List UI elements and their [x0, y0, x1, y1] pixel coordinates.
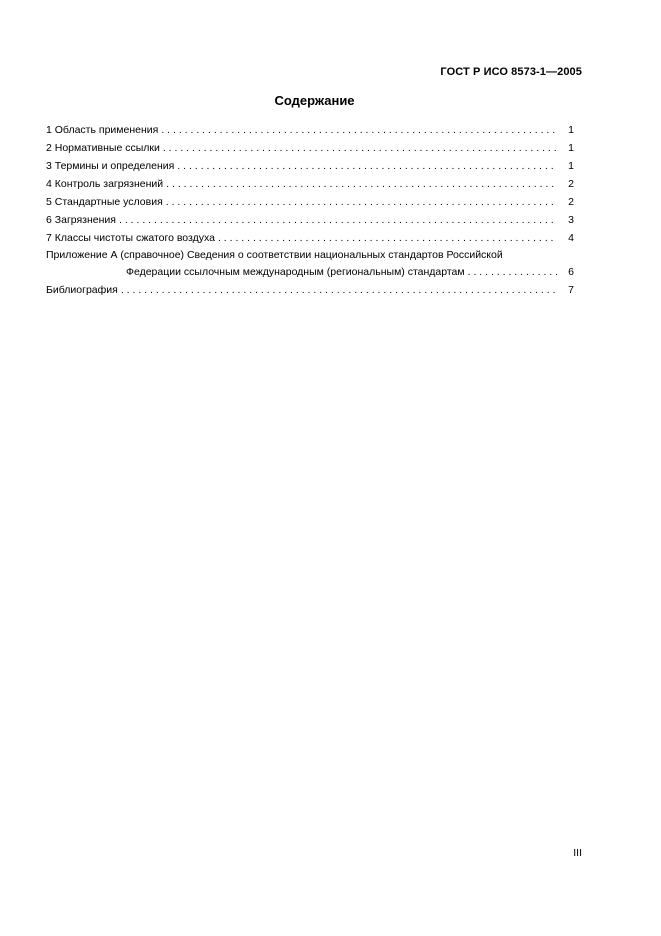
- toc-entry-page: 2: [568, 196, 574, 208]
- toc-entry-page: 3: [568, 214, 574, 226]
- toc-leader-dots: [161, 121, 557, 139]
- toc-entry-contamination-control[interactable]: [46, 175, 574, 193]
- toc-entry-page: 1: [568, 124, 574, 136]
- toc-entry-label: 7 Классы чистоты сжатого воздуха: [46, 232, 215, 244]
- toc-appendix-line2: Федерации ссылочным международным (региональным) стандартам: [126, 266, 465, 278]
- toc-entry-appendix-a[interactable]: [46, 247, 574, 263]
- toc-entry-terms[interactable]: [46, 157, 574, 175]
- toc-entry-purity-classes[interactable]: [46, 229, 574, 247]
- toc-entry-scope[interactable]: [46, 121, 574, 139]
- toc-leader-dots: [163, 139, 557, 157]
- toc-entry-normative-references[interactable]: [46, 139, 574, 157]
- toc-entry-standard-conditions[interactable]: [46, 193, 574, 211]
- toc-entry-page: 2: [568, 178, 574, 190]
- toc-appendix-line1: Приложение А (справочное) Сведения о соответствии национальных стандартов Российской: [46, 249, 503, 261]
- toc-entry-label: 5 Стандартные условия: [46, 196, 163, 208]
- toc-title: Содержание: [274, 93, 355, 108]
- toc-leader-dots: [468, 263, 557, 281]
- toc-entry-label: 3 Термины и определения: [46, 160, 175, 172]
- toc-entry-label: 4 Контроль загрязнений: [46, 178, 164, 190]
- toc-entry-label: 1 Область применения: [46, 124, 159, 136]
- table-of-contents: [46, 121, 574, 299]
- toc-leader-dots: [218, 229, 557, 247]
- toc-entry-appendix-a-continued[interactable]: [46, 263, 574, 281]
- toc-entry-page: 1: [568, 142, 574, 154]
- document-code: ГОСТ Р ИСО 8573-1—2005: [440, 66, 582, 78]
- toc-leader-dots: [166, 175, 557, 193]
- toc-entry-page: 1: [568, 160, 574, 172]
- toc-entry-label: 2 Нормативные ссылки: [46, 142, 160, 154]
- toc-leader-dots: [121, 281, 557, 299]
- toc-entry-page: 7: [568, 284, 574, 296]
- toc-leader-dots: [119, 211, 557, 229]
- toc-leader-dots: [177, 157, 557, 175]
- page-number: III: [573, 847, 582, 859]
- toc-leader-dots: [166, 193, 557, 211]
- toc-entry-contaminants[interactable]: [46, 211, 574, 229]
- toc-entry-label: 6 Загрязнения: [46, 214, 116, 226]
- toc-entry-bibliography[interactable]: [46, 281, 574, 299]
- toc-entry-page: 6: [568, 266, 574, 278]
- toc-entry-page: 4: [568, 232, 574, 244]
- toc-entry-label: Библиография: [46, 284, 118, 296]
